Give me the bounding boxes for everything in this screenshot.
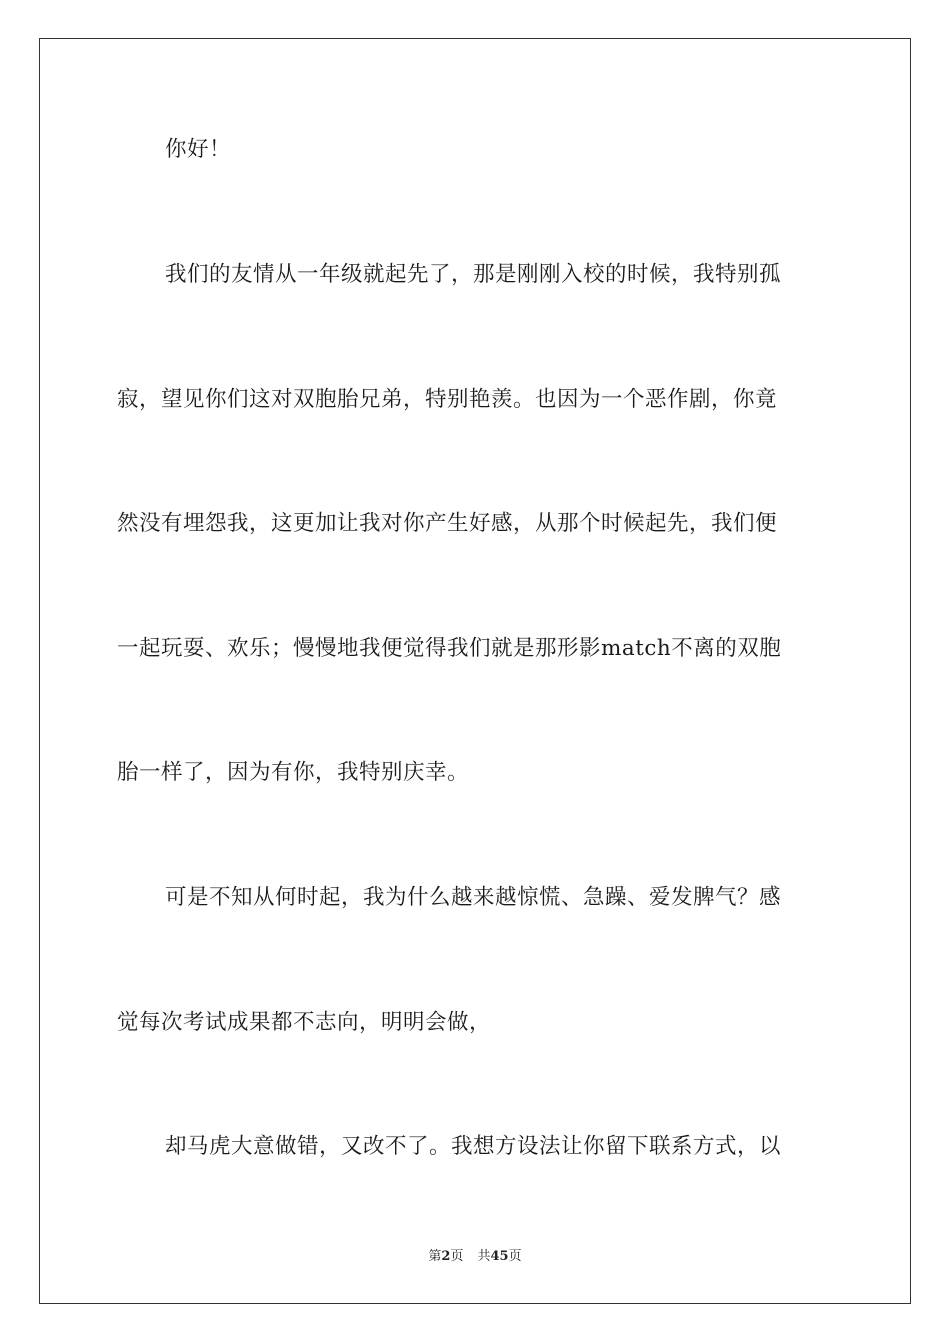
page-suffix: 页 [450, 1249, 464, 1264]
total-pages: 45 [490, 1249, 509, 1264]
page-border [39, 38, 911, 1304]
total-prefix: 共 [477, 1249, 491, 1264]
body-line-5: 胎一样了，因为有你，我特别庆幸。 [117, 760, 470, 785]
body-line-7: 觉每次考试成果都不志向，明明会做， [117, 1010, 492, 1035]
greeting-line: 你好！ [165, 137, 232, 162]
total-suffix: 页 [508, 1249, 522, 1264]
page-number: 2 [441, 1249, 451, 1264]
body-line-1: 我们的友情从一年级就起先了，那是刚刚入校的时候，我特别孤 [165, 262, 782, 287]
body-line-8: 却马虎大意做错，又改不了。我想方设法让你留下联系方式，以 [165, 1134, 782, 1159]
page-prefix: 第 [428, 1249, 442, 1264]
body-line-4: 一起玩耍、欢乐；慢慢地我便觉得我们就是那形影match不离的双胞 [117, 636, 782, 661]
body-line-6: 可是不知从何时起，我为什么越来越惊慌、急躁、爱发脾气？感 [165, 885, 782, 910]
body-line-2: 寂，望见你们这对双胞胎兄弟，特别艳羡。也因为一个恶作剧，你竟 [117, 387, 778, 412]
body-line-3: 然没有埋怨我，这更加让我对你产生好感，从那个时候起先，我们便 [117, 511, 778, 536]
page-footer [0, 1248, 950, 1266]
